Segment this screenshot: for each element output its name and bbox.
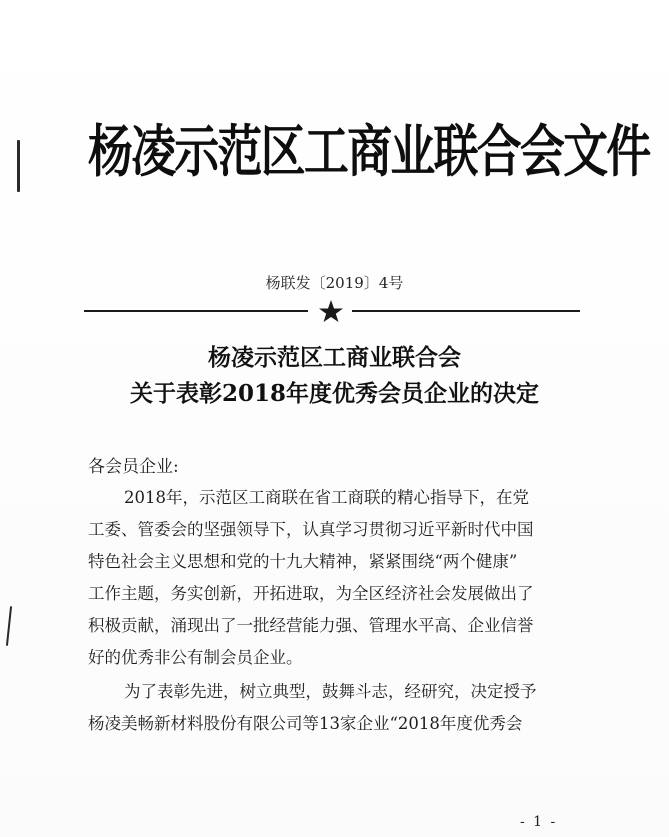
star-icon: [318, 299, 344, 323]
document-number: 杨联发〔2019〕4号: [265, 274, 404, 292]
paragraph-line: 工作主题，务实创新，开拓进取，为全区经济社会发展做出了: [88, 584, 534, 603]
binding-mark: [6, 606, 12, 646]
paragraph-line: 工委、管委会的坚强领导下，认真学习贯彻习近平新时代中国: [88, 520, 534, 539]
paragraph-line: 2018年，示范区工商联在省工商联的精心指导下，在党: [124, 488, 529, 507]
document-header-title: 杨凌示范区工商业联合会文件: [88, 120, 650, 185]
divider-line-right: [352, 310, 580, 312]
page-number: - 1 -: [520, 814, 558, 830]
salutation: 各会员企业:: [88, 457, 179, 477]
paragraph-1: [88, 482, 588, 674]
title-line-2: 关于表彰2018年度优秀会员企业的决定: [129, 380, 539, 407]
paragraph-2: [88, 676, 588, 740]
document-title: [0, 340, 669, 412]
paragraph-line: 积极贡献，涌现出了一批经营能力强、管理水平高、企业信誉: [88, 616, 534, 635]
title-line-1: 杨凌示范区工商业联合会: [208, 344, 461, 371]
paragraph-line: 杨凌美畅新材料股份有限公司等13家企业“2018年度优秀会: [88, 714, 523, 733]
paragraph-line: 好的优秀非公有制会员企业。: [88, 648, 303, 667]
header-divider: [84, 299, 580, 323]
paragraph-line: 为了表彰先进，树立典型，鼓舞斗志，经研究，决定授予: [124, 682, 537, 701]
paragraph-line: 特色社会主义思想和党的十九大精神，紧紧围绕“两个健康”: [88, 552, 518, 571]
divider-line-left: [84, 310, 308, 312]
binding-mark: [17, 140, 20, 192]
